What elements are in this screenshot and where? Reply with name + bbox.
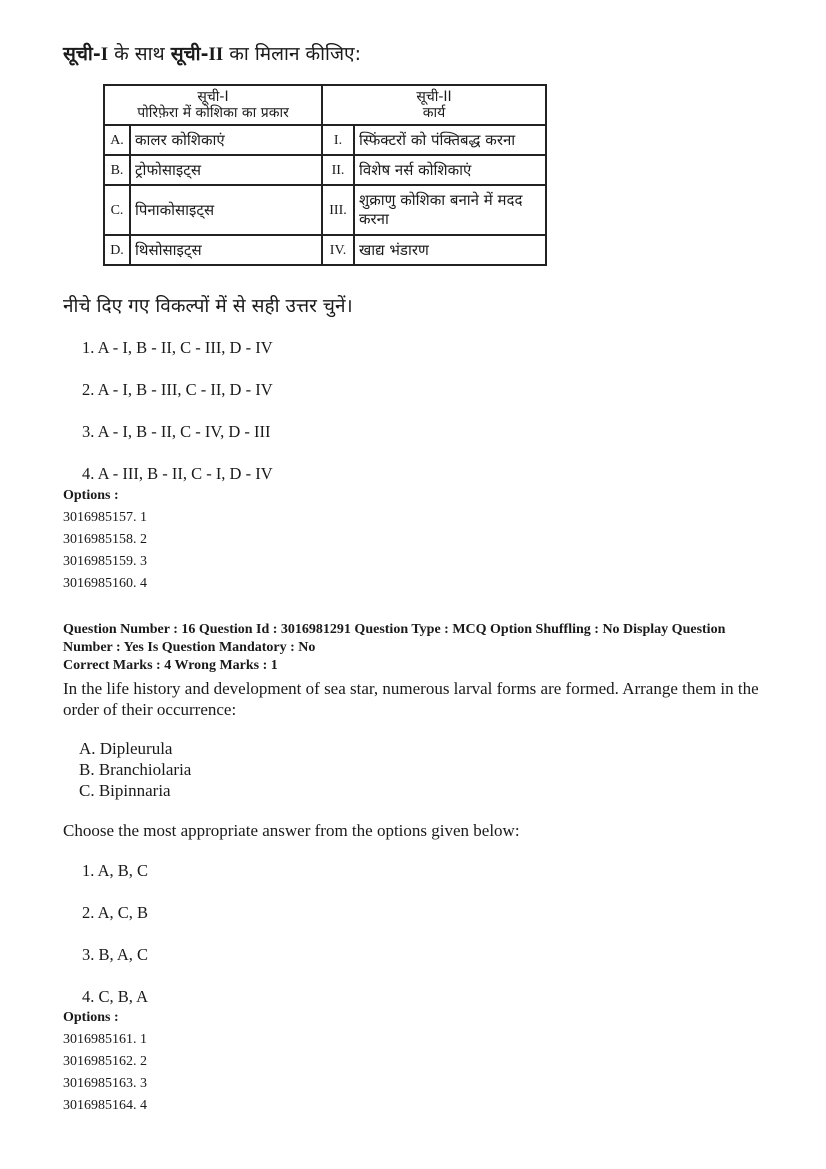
question-2-text: In the life history and development of sea star, numerous larval forms are formed. Arrange them in the order of their occurrence:: [63, 679, 759, 719]
table-row: [104, 235, 546, 265]
row-numeral: IV.: [322, 235, 354, 265]
match-table-header: [104, 85, 546, 125]
option-code: 3016985164. 4: [63, 1098, 147, 1113]
option-code: 3016985159. 3: [63, 554, 147, 569]
question-1-instruction: नीचे दिए गए विकल्पों में से सही उत्तर चुनें।: [63, 295, 353, 317]
cell-type: कालर कोशिकाएं: [130, 125, 322, 155]
option-code: 3016985162. 2: [63, 1054, 147, 1069]
options-label: Options :: [63, 488, 119, 503]
row-letter: A.: [104, 125, 130, 155]
cell-function: खाद्य भंडारण: [354, 235, 546, 265]
option-code: 3016985157. 1: [63, 510, 147, 525]
answer-option-3: 3. A - I, B - II, C - IV, D - III: [82, 422, 271, 441]
answer-option-1: 1. A, B, C: [82, 861, 149, 880]
cell-type: ट्रोफोसाइट्स: [130, 155, 322, 185]
list-2-header: सूची-II कार्य: [322, 85, 546, 125]
row-letter: C.: [104, 185, 130, 235]
option-code: 3016985163. 3: [63, 1076, 147, 1091]
answer-option-1: 1. A - I, B - II, C - III, D - IV: [82, 338, 273, 357]
larval-form-item: B. Branchiolaria: [79, 760, 192, 779]
answer-option-2: 2. A - I, B - III, C - II, D - IV: [82, 380, 273, 399]
row-letter: B.: [104, 155, 130, 185]
table-row: [104, 155, 546, 185]
table-row: [104, 125, 546, 155]
option-code: 3016985158. 2: [63, 532, 147, 547]
options-label: Options :: [63, 1010, 119, 1025]
option-code: 3016985160. 4: [63, 576, 147, 591]
row-numeral: III.: [322, 185, 354, 235]
cell-function: स्फिंक्टरों को पंक्तिबद्ध करना: [354, 125, 546, 155]
answer-option-4: 4. A - III, B - II, C - I, D - IV: [82, 464, 273, 483]
cell-type: पिनाकोसाइट्स: [130, 185, 322, 235]
option-code: 3016985161. 1: [63, 1032, 147, 1047]
question-info: Question Number : 16 Question Id : 3016981291 Question Type : MCQ Option Shuffling : No Display Question Number : Yes Is Question Mandatory : No Correct Marks : 4 Wrong Marks : 1: [63, 622, 726, 673]
row-letter: D.: [104, 235, 130, 265]
larval-form-item: A. Dipleurula: [79, 739, 173, 758]
answer-option-2: 2. A, C, B: [82, 903, 149, 922]
cell-function: शुक्राणु कोशिका बनाने में मदद करना: [354, 185, 546, 235]
list-1-header: सूची-I पोरिफ़ेरा में कोशिका का प्रकार: [104, 85, 322, 125]
row-numeral: II.: [322, 155, 354, 185]
row-numeral: I.: [322, 125, 354, 155]
match-table: [103, 84, 547, 266]
cell-type: थिसोसाइट्स: [130, 235, 322, 265]
larval-form-item: C. Bipinnaria: [79, 781, 171, 800]
question-2-instruction: Choose the most appropriate answer from the options given below:: [63, 821, 520, 840]
answer-option-3: 3. B, A, C: [82, 945, 149, 964]
table-row: [104, 185, 546, 235]
answer-option-4: 4. C, B, A: [82, 987, 149, 1006]
cell-function: विशेष नर्स कोशिकाएं: [354, 155, 546, 185]
question-1-title: सूची-I के साथ सूची-II का मिलान कीजिए:: [63, 43, 361, 65]
